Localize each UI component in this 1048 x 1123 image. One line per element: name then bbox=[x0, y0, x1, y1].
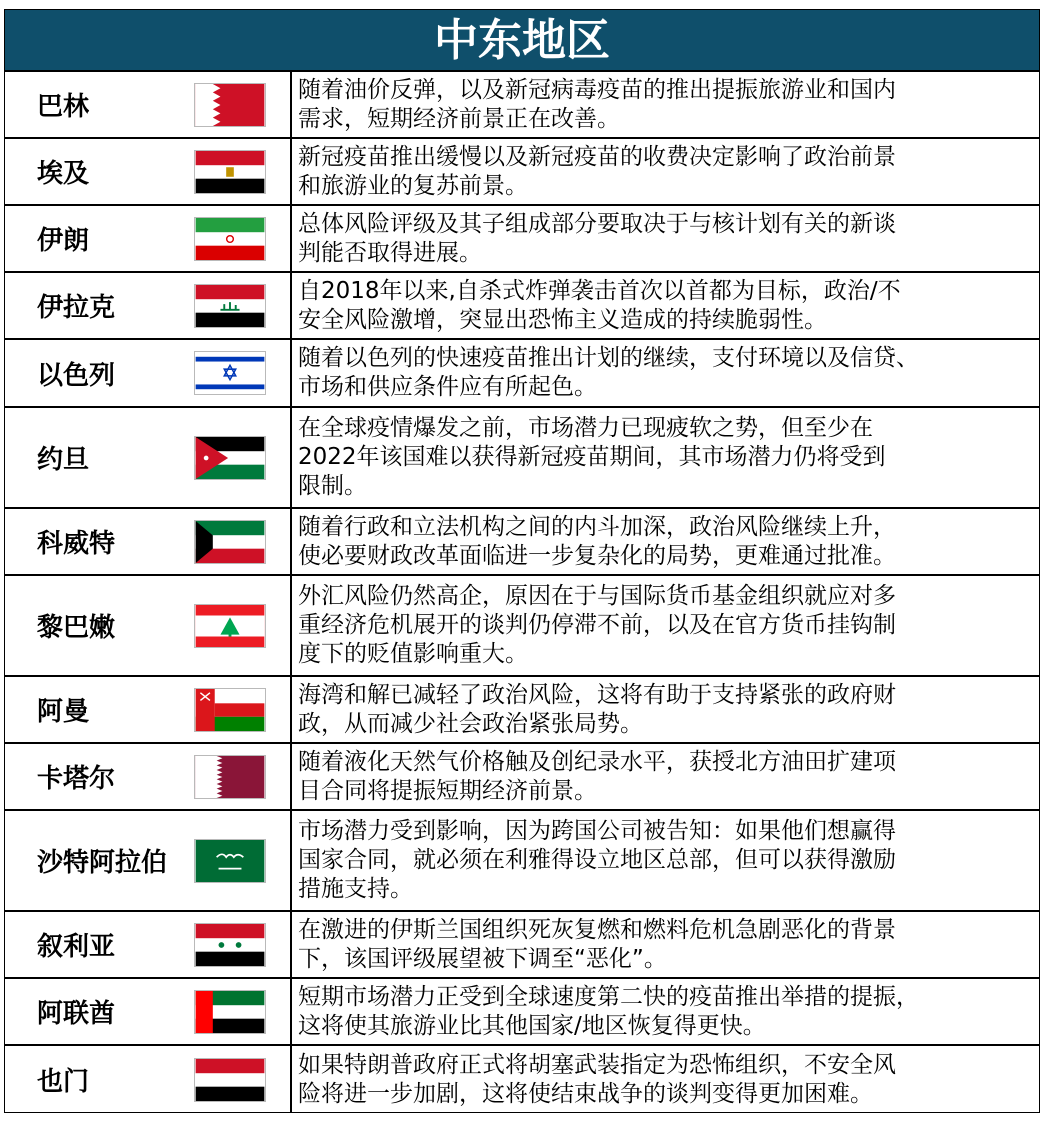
country-description: 随着液化天然气价格触及创纪录水平，获授北方油田扩建项 目合同将提振短期经济前景。 bbox=[290, 744, 1039, 809]
country-name: 沙特阿拉伯 bbox=[37, 848, 168, 878]
country-name: 伊拉克 bbox=[37, 293, 116, 323]
flag-cell bbox=[170, 509, 290, 574]
yemen-flag-icon bbox=[194, 1058, 266, 1102]
country-description: 随着以色列的快速疫苗推出计划的继续，支付环境以及信贷、 市场和供应条件应有所起色。 bbox=[290, 340, 1039, 406]
lebanon-flag-icon bbox=[194, 604, 266, 648]
qatar-flag-icon bbox=[194, 755, 266, 799]
country-name: 叙利亚 bbox=[37, 932, 116, 962]
country-row bbox=[5, 408, 1039, 509]
country-description: 外汇风险仍然高企，原因在于与国际货币基金组织就应对多 重经济危机展开的谈判仍停滞不前，以及在官方货币挂钩制 度下的贬值影响重大。 bbox=[290, 576, 1039, 675]
country-description: 短期市场潜力正受到全球速度第二快的疫苗推出举措的提振， 这将使其旅游业比其他国家/地区恢复得更快。 bbox=[290, 979, 1039, 1044]
country-name: 也门 bbox=[37, 1067, 90, 1097]
country-row bbox=[5, 979, 1039, 1046]
oman-flag-icon bbox=[194, 688, 266, 732]
flag-cell bbox=[170, 1046, 290, 1113]
iran-flag-icon bbox=[194, 217, 266, 261]
country-row bbox=[5, 206, 1039, 273]
country-name: 巴林 bbox=[37, 92, 90, 122]
country-row bbox=[5, 677, 1039, 744]
country-row bbox=[5, 576, 1039, 677]
country-description: 总体风险评级及其子组成部分要取决于与核计划有关的新谈 判能否取得进展。 bbox=[290, 206, 1039, 271]
country-name: 科威特 bbox=[37, 529, 116, 559]
country-description: 随着油价反弹，以及新冠病毒疫苗的推出提振旅游业和国内 需求，短期经济前景正在改善。 bbox=[290, 72, 1039, 137]
country-name: 埃及 bbox=[37, 159, 90, 189]
country-name: 阿曼 bbox=[37, 697, 90, 727]
flag-cell bbox=[170, 72, 290, 137]
country-row bbox=[5, 340, 1039, 408]
flag-cell bbox=[170, 273, 290, 338]
flag-cell bbox=[170, 576, 290, 675]
country-row bbox=[5, 273, 1039, 340]
country-row bbox=[5, 744, 1039, 811]
country-row bbox=[5, 139, 1039, 206]
country-name: 阿联酋 bbox=[37, 999, 116, 1029]
flag-cell bbox=[170, 139, 290, 204]
syria-flag-icon bbox=[194, 923, 266, 967]
flag-cell bbox=[170, 340, 290, 406]
table-title: 中东地区 bbox=[5, 10, 1039, 72]
country-name: 以色列 bbox=[37, 360, 116, 391]
country-description: 在全球疫情爆发之前，市场潜力已现疲软之势，但至少在 2022年该国难以获得新冠疫苗期间，其市场潜力仍将受到 限制。 bbox=[290, 408, 1039, 507]
israel-flag-icon bbox=[194, 351, 266, 395]
country-description: 新冠疫苗推出缓慢以及新冠疫苗的收费决定影响了政治前景 和旅游业的复苏前景。 bbox=[290, 139, 1039, 204]
country-description: 自2018年以来,自杀式炸弹袭击首次以首都为目标，政治/不 安全风险激增，突显出恐怖主义造成的持续脆弱性。 bbox=[290, 273, 1039, 338]
country-row bbox=[5, 1046, 1039, 1113]
flag-cell bbox=[170, 677, 290, 742]
saudi-arabia-flag-icon bbox=[194, 839, 266, 883]
flag-cell bbox=[170, 979, 290, 1044]
country-description: 如果特朗普政府正式将胡塞武装指定为恐怖组织，不安全风 险将进一步加剧，这将使结束战争的谈判变得更加困难。 bbox=[290, 1046, 1039, 1113]
jordan-flag-icon bbox=[194, 436, 266, 480]
country-description: 海湾和解已减轻了政治风险，这将有助于支持紧张的政府财 政，从而减少社会政治紧张局势。 bbox=[290, 677, 1039, 742]
flag-cell bbox=[170, 912, 290, 977]
middle-east-table bbox=[4, 9, 1040, 1113]
egypt-flag-icon bbox=[194, 150, 266, 194]
country-row bbox=[5, 811, 1039, 912]
country-description: 随着行政和立法机构之间的内斗加深，政治风险继续上升， 使必要财政改革面临进一步复杂化的局势，更难通过批准。 bbox=[290, 509, 1039, 574]
country-description: 市场潜力受到影响，因为跨国公司被告知：如果他们想赢得 国家合同，就必须在利雅得设立地区总部，但可以获得激励 措施支持。 bbox=[290, 811, 1039, 910]
flag-cell bbox=[170, 206, 290, 271]
iraq-flag-icon bbox=[194, 284, 266, 328]
uae-flag-icon bbox=[194, 990, 266, 1034]
country-name: 卡塔尔 bbox=[37, 764, 116, 794]
flag-cell bbox=[170, 744, 290, 809]
country-row bbox=[5, 912, 1039, 979]
country-row bbox=[5, 509, 1039, 576]
country-row bbox=[5, 72, 1039, 139]
country-name: 约旦 bbox=[37, 445, 90, 475]
country-rows bbox=[5, 72, 1039, 1113]
flag-cell bbox=[170, 408, 290, 507]
country-description: 在激进的伊斯兰国组织死灰复燃和燃料危机急剧恶化的背景 下，该国评级展望被下调至“恶化”。 bbox=[290, 912, 1039, 977]
country-name: 伊朗 bbox=[37, 226, 90, 256]
kuwait-flag-icon bbox=[194, 520, 266, 564]
country-name: 黎巴嫩 bbox=[37, 613, 116, 643]
flag-cell bbox=[170, 811, 290, 910]
bahrain-flag-icon bbox=[194, 83, 266, 127]
